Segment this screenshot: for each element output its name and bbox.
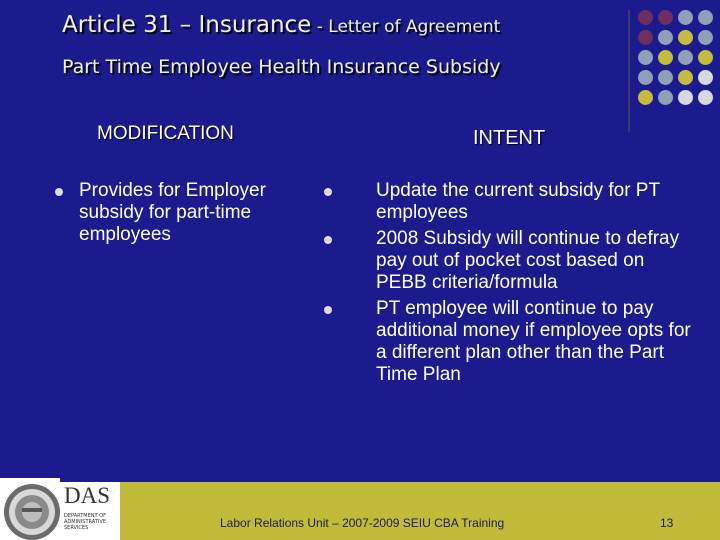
bullet-text: PT employee will continue to pay additional money if employee opts for a different plan other than the Part Time Plan [376, 298, 691, 385]
das-subtext: DEPARTMENT OF ADMINISTRATIVE SERVICES [64, 513, 106, 531]
seal-icon [0, 478, 60, 540]
decorative-dot [678, 90, 693, 105]
decorative-dot [698, 70, 713, 85]
bullet-icon [324, 306, 332, 314]
das-wordmark: DAS [64, 483, 111, 508]
bullet-icon [324, 236, 332, 244]
decorative-dot [678, 50, 693, 65]
slide-subtitle: Part Time Employee Health Insurance Subsidy [62, 56, 501, 78]
decorative-dot [658, 50, 673, 65]
decorative-divider [628, 10, 630, 132]
slide-title [62, 12, 500, 38]
decorative-dot [638, 30, 653, 45]
das-logo [60, 482, 120, 540]
list-item [376, 298, 696, 386]
bullet-text: Provides for Employer subsidy for part-time employees [79, 180, 266, 245]
decorative-dot [638, 50, 653, 65]
decorative-dot [698, 90, 713, 105]
bullet-text: 2008 Subsidy will continue to defray pay out of pocket cost based on PEBB criteria/formula [376, 228, 680, 293]
list-item [376, 180, 696, 224]
decorative-dot [678, 30, 693, 45]
intent-list [376, 180, 696, 386]
state-seal-logo [0, 478, 60, 540]
title-sub: - Letter of Agreement [311, 17, 501, 37]
page-number: 13 [660, 516, 674, 530]
decorative-dot [678, 70, 693, 85]
title-main: Article 31 – Insurance [62, 12, 312, 38]
decorative-dot [638, 70, 653, 85]
modification-list [79, 180, 309, 246]
footer-text: Labor Relations Unit – 2007-2009 SEIU CBA Training [220, 516, 505, 530]
decorative-dot [638, 10, 653, 25]
intent-heading: INTENT [473, 127, 546, 149]
bullet-text: Update the current subsidy for PT employees [376, 180, 660, 223]
decorative-dot [698, 10, 713, 25]
decorative-dot [658, 10, 673, 25]
list-item [79, 180, 309, 246]
decorative-dot-grid [638, 10, 720, 118]
decorative-dot [658, 70, 673, 85]
decorative-dot [698, 50, 713, 65]
modification-heading: MODIFICATION [97, 123, 234, 144]
decorative-dot [698, 30, 713, 45]
bullet-icon [55, 188, 63, 196]
decorative-dot [658, 30, 673, 45]
bullet-icon [324, 188, 332, 196]
decorative-dot [638, 90, 653, 105]
decorative-dot [678, 10, 693, 25]
list-item [376, 228, 696, 294]
decorative-dot [658, 90, 673, 105]
footer-bar [120, 482, 720, 540]
